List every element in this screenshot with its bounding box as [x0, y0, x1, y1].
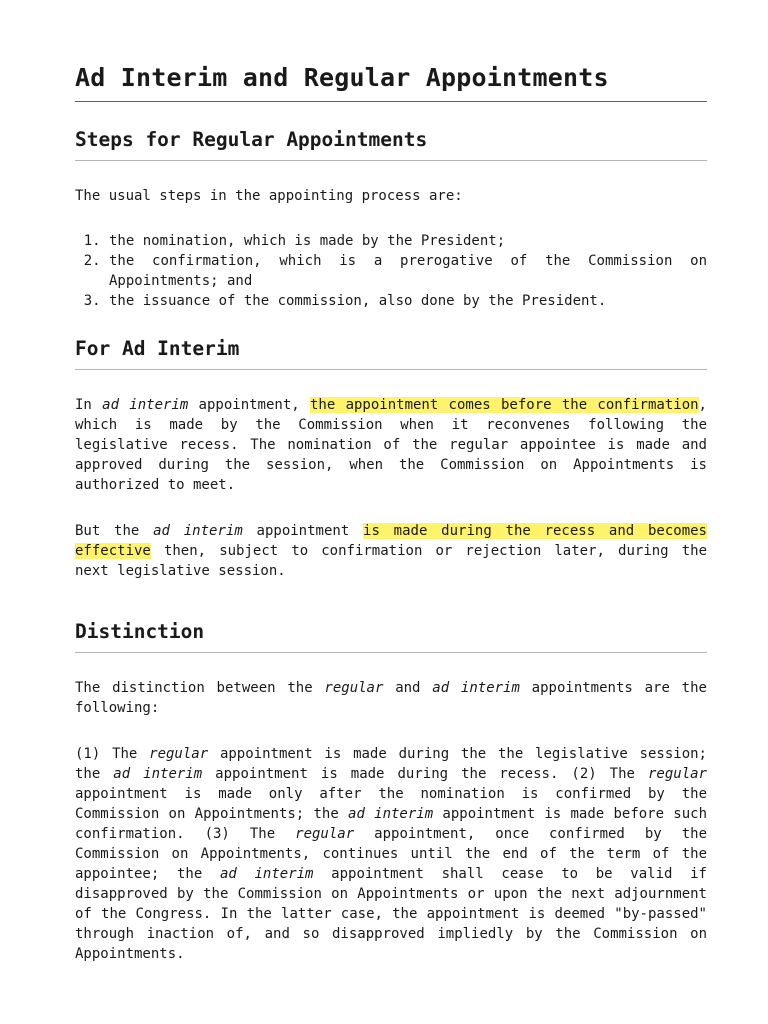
italic-term: regular [295, 826, 355, 842]
highlighted-text: is made during the recess and becomes effective [75, 523, 707, 559]
italic-term: regular [324, 680, 384, 696]
italic-term: ad interim [153, 523, 243, 539]
text-run: appointment shall cease to be valid if disapproved by the Commission on Appointments or upon the next adjournment of the Congress. In the latter case, the appointment is deemed "by-passed" through inaction of, and so disapproved impliedly by the Commission on Appointments. [75, 866, 707, 962]
highlighted-text: the appointment comes before the confirmation [310, 397, 699, 413]
italic-term: ad interim [113, 766, 203, 782]
italic-term: ad interim [102, 397, 189, 413]
text-run: and [383, 680, 433, 696]
text-run: , which is made by the Commission when it reconvenes following the legislative recess. The nomination of the regular appointee is made and approved during the session, when the Commission on Appointments is authorized to meet. [75, 397, 707, 493]
text-run: appointment is made during the the legislative session; the [75, 746, 707, 782]
text-run: appointment, once confirmed by the Commission on Appointments, continues until the end of the term of the appointee; the [75, 826, 707, 882]
text-run: (1) The [75, 746, 150, 762]
text-run: appointment [242, 523, 364, 539]
list-item: 3. the issuance of the commission, also done by the President. [109, 291, 707, 311]
section-heading-distinction: Distinction [75, 620, 707, 653]
distinction-paragraph [75, 744, 707, 964]
list-item: 1. the nomination, which is made by the President; [109, 231, 707, 251]
ad-interim-paragraph-2 [75, 521, 707, 581]
distinction-intro [75, 678, 707, 718]
text-run: appointment, [188, 397, 310, 413]
text-run: then, subject to confirmation or rejection later, during the next legislative session. [75, 543, 707, 579]
italic-term: ad interim [219, 866, 314, 882]
italic-term: regular [149, 746, 209, 762]
page-title: Ad Interim and Regular Appointments [75, 0, 707, 102]
section-heading-steps: Steps for Regular Appointments [75, 128, 707, 161]
text-run: appointment is made during the recess. (2) The [202, 766, 648, 782]
list-item: 2. the confirmation, which is a prerogative of the Commission on Appointments; and [109, 251, 707, 291]
italic-term: ad interim [432, 680, 520, 696]
text-run: appointment is made before such confirmation. (3) The [75, 806, 708, 842]
text-run: appointment is made only after the nomination is confirmed by the Commission on Appointments; the [75, 786, 707, 822]
text-run: In [75, 397, 103, 413]
italic-term: ad interim [348, 806, 434, 822]
steps-list [75, 231, 707, 311]
italic-term: regular [647, 766, 707, 782]
section-heading-ad-interim: For Ad Interim [75, 337, 707, 370]
text-run: But the [75, 523, 154, 539]
ad-interim-paragraph-1 [75, 395, 707, 495]
text-run: The distinction between the [75, 680, 325, 696]
steps-intro: The usual steps in the appointing process are: [75, 188, 463, 204]
text-run: appointments are the following: [75, 680, 707, 716]
